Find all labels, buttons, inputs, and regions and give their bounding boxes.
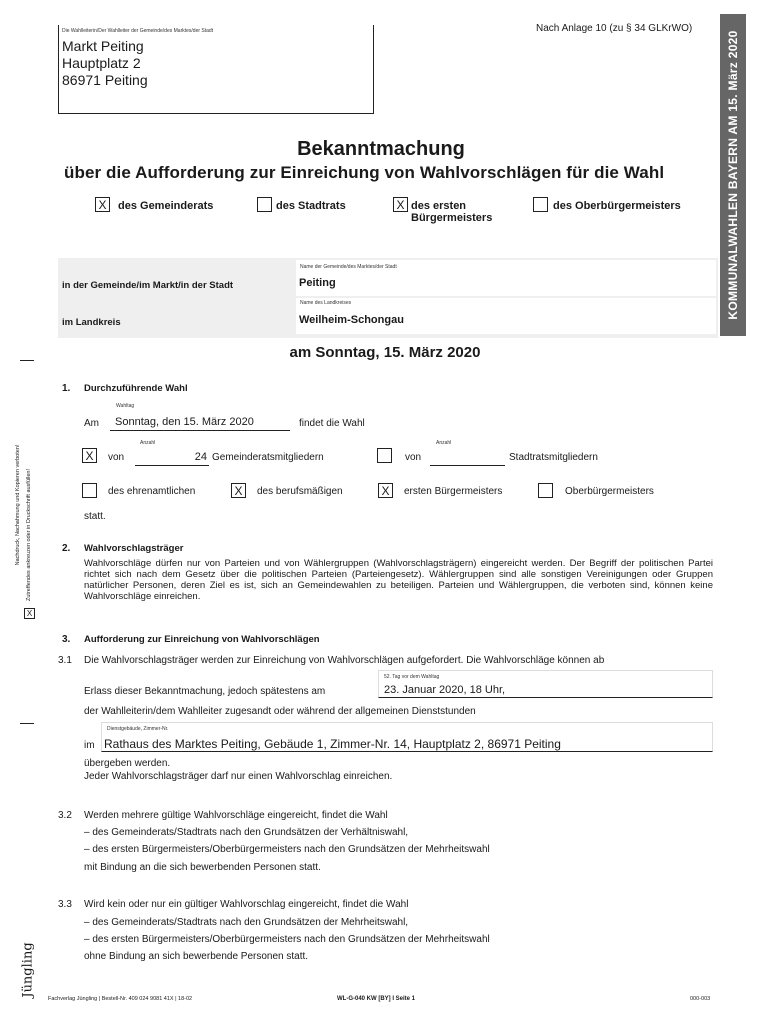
s31-line3: der Wahlleiterin/dem Wahlleiter zugesandt oder während der allgemeinen Dienststunden	[84, 706, 476, 717]
label-stadtrat: des Stadtrats	[276, 200, 346, 212]
address-label: Die Wahlleiterin/Der Wahlleiter der Gemeinde/des Marktes/der Stadt	[62, 28, 214, 34]
s33-line4: ohne Bindung an sich bewerbende Personen statt.	[84, 951, 309, 962]
address-line-2: Hauptplatz 2	[62, 55, 141, 71]
checkbox-gemeinderat-count[interactable]: X	[82, 448, 97, 463]
page-title: Bekanntmachung	[297, 138, 465, 160]
section2-text: Wahlvorschläge dürfen nur von Parteien und von Wählergruppen (Wahlvorschlagsträgern) eingereicht werden. Der Begriff der politischen Partei richtet sich nach dem Gesetz über die politischen Parteien (Parteiengesetz). Wählergruppen sind alle sonstigen Vereinigungen oder Gruppen natürlicher Personen, deren Ziel es ist, sich an Gemeindewahlen zu beteiligen. Parteien und Wählergruppen, die verboten sind, können keine Wahlvorschläge einreichen.	[84, 558, 713, 602]
checkbox-ober-bgm[interactable]	[538, 483, 553, 498]
landkreis-label: Name des Landkreises	[300, 300, 352, 306]
s32-line1: Werden mehrere gültige Wahlvorschläge eingereicht, findet die Wahl	[84, 810, 388, 821]
checkbox-stadtrat-count[interactable]	[377, 448, 392, 463]
von-label-2: von	[405, 452, 422, 463]
election-date-line: am Sonntag, 15. März 2020	[289, 344, 481, 361]
fold-mark-bottom	[20, 723, 34, 724]
label-erster-buergermeister: des ersten Bürgermeisters	[411, 200, 493, 224]
dienstgebaeude-value: Rathaus des Marktes Peiting, Gebäude 1, Zimmer-Nr. 14, Hauptplatz 2, 86971 Peiting	[104, 737, 561, 751]
s31-number: 3.1	[58, 655, 72, 666]
footer-code: 000-003	[690, 996, 711, 1002]
anzahl-gemeinderat-value: 24	[194, 451, 207, 463]
s32-line2: – des Gemeinderats/Stadtrats nach den Grundsätzen der Verhältniswahl,	[84, 827, 409, 838]
s33-number: 3.3	[58, 899, 72, 910]
landkreis-value[interactable]: Weilheim-Schongau	[299, 314, 404, 326]
deadline-value: 23. Januar 2020, 18 Uhr,	[384, 684, 506, 696]
checkbox-ehrenamtlich[interactable]	[82, 483, 97, 498]
s31-im: im	[84, 740, 95, 751]
address-line-3: 86971 Peiting	[62, 72, 148, 88]
anzahl-label-1: Anzahl	[140, 440, 156, 446]
von-label-1: von	[108, 452, 125, 463]
section1-findet: findet die Wahl	[299, 418, 365, 429]
dienstgebaeude-label: Dienstgebäude, Zimmer-Nr.	[107, 726, 169, 732]
s33-line3: – des ersten Bürgermeisters/Oberbürgermeisters nach den Grundsätzen der Mehrheitswahl	[84, 934, 490, 945]
checkbox-berufsmaessig[interactable]: X	[231, 483, 246, 498]
section1-am: Am	[84, 418, 99, 429]
page-subtitle: über die Aufforderung zur Einreichung von Wahlvorschlägen für die Wahl	[64, 163, 665, 182]
checkbox-erster-buergermeister[interactable]: X	[393, 197, 408, 212]
gemeinderatsmitglieder-label: Gemeinderatsmitgliedern	[212, 452, 324, 463]
label-berufsmaessig: des berufsmäßigen	[257, 486, 343, 497]
section1-title: Durchzuführende Wahl	[84, 383, 188, 394]
banner-text: KOMMUNALWAHLEN BAYERN AM 15. März 2020	[726, 30, 740, 320]
annex-label: Nach Anlage 10 (zu § 34 GLKrWO)	[536, 23, 693, 34]
gemeinde-caption: in der Gemeinde/im Markt/in der Stadt	[62, 280, 234, 291]
label-oberbuergermeister: des Oberbürgermeisters	[553, 200, 681, 212]
label-ober-bgm: Oberbürgermeisters	[565, 486, 654, 497]
s32-number: 3.2	[58, 810, 72, 821]
side-note-line1: Nachdruck, Nachahmung und Kopieren verboten!	[15, 444, 21, 566]
s31-line5: Jeder Wahlvorschlagsträger darf nur einen Wahlvorschlag einreichen.	[84, 771, 393, 782]
checkbox-gemeinderat[interactable]: X	[95, 197, 110, 212]
s31-line4: übergeben werden.	[84, 758, 171, 769]
address-box	[58, 25, 374, 114]
label-erster-bgm: ersten Bürgermeisters	[404, 486, 503, 497]
section3-number: 3.	[62, 634, 71, 645]
address-line-1: Markt Peiting	[62, 38, 144, 54]
section2-title: Wahlvorschlagsträger	[84, 543, 184, 554]
side-note-line2: Zutreffendes ankreuzen oder in Druckschrift ausfüllen!	[26, 469, 32, 601]
gemeinde-value[interactable]: Peiting	[299, 277, 336, 289]
publisher-logo: Jüngling	[20, 942, 36, 998]
s33-line1: Wird kein oder nur ein gültiger Wahlvorschlag eingereicht, findet die Wahl	[84, 899, 409, 910]
anzahl-label-2: Anzahl	[436, 440, 452, 446]
stadtratsmitglieder-label: Stadtratsmitgliedern	[509, 452, 598, 463]
deadline-label: 52. Tag vor dem Wahltag	[384, 674, 440, 680]
fold-mark-top	[20, 360, 34, 361]
wahltag-label: Wahltag	[116, 403, 135, 409]
s32-line4: mit Bindung an die sich bewerbenden Personen statt.	[84, 862, 321, 873]
s31-line2: Erlass dieser Bekanntmachung, jedoch spätestens am	[84, 686, 326, 697]
checkbox-erster-bgm[interactable]: X	[378, 483, 393, 498]
s31-line1: Die Wahlvorschlagsträger werden zur Einreichung von Wahlvorschlägen aufgefordert. Die Wahlvorschläge können ab	[84, 655, 605, 666]
section1-number: 1.	[62, 383, 71, 394]
section1-statt: statt.	[84, 511, 106, 522]
section3-title: Aufforderung zur Einreichung von Wahlvorschlägen	[84, 634, 320, 645]
side-note-checkbox: X	[24, 608, 35, 619]
wahltag-value: Sonntag, den 15. März 2020	[115, 416, 254, 428]
footer-publisher: Fachverlag Jüngling | Bestell-Nr. 409 024 9081 41X | 18-02	[48, 996, 193, 1002]
label-gemeinderat: des Gemeinderats	[118, 200, 214, 212]
footer-form: WL-G-040 KW [BY] I Seite 1	[337, 996, 416, 1002]
checkbox-oberbuergermeister[interactable]	[533, 197, 548, 212]
s33-line2: – des Gemeinderats/Stadtrats nach den Grundsätzen der Mehrheitswahl,	[84, 917, 409, 928]
label-ehrenamtlich: des ehrenamtlichen	[108, 486, 196, 497]
gemeinde-label: Name der Gemeinde/des Marktes/der Stadt	[300, 264, 397, 270]
landkreis-caption: im Landkreis	[62, 317, 121, 328]
s32-line3: – des ersten Bürgermeisters/Oberbürgermeisters nach den Grundsätzen der Mehrheitswahl	[84, 844, 490, 855]
section2-number: 2.	[62, 543, 71, 554]
checkbox-stadtrat[interactable]	[257, 197, 272, 212]
